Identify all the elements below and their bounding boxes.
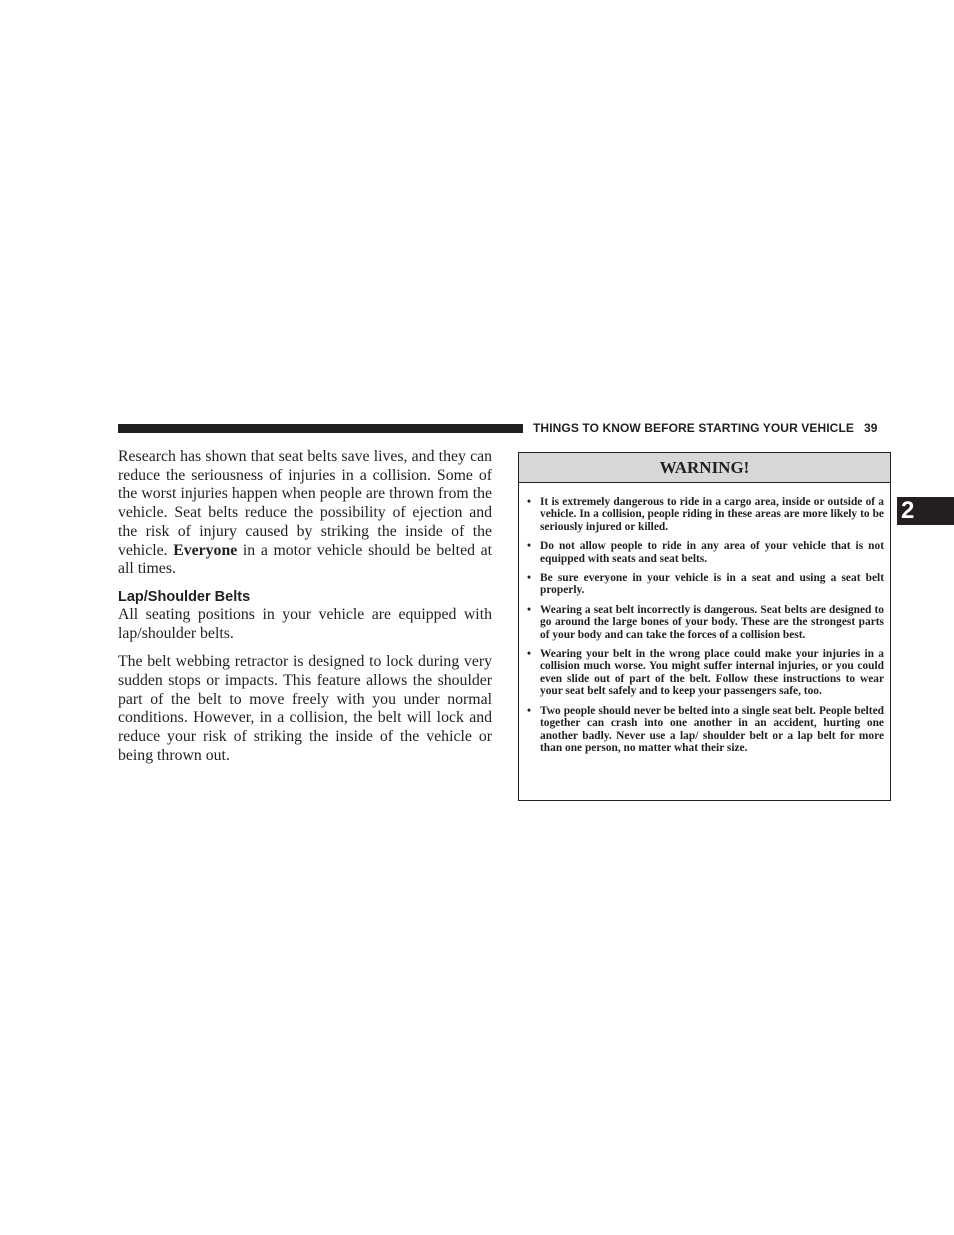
body-paragraph-2: The belt webbing retractor is designed to lock during very sudden stops or impacts. This feature allows the shoulder part of the belt to move freely with you under normal conditions. However, in a collision, the belt will lock and reduce your risk of striking the inside of the vehicle or being thrown out. (118, 653, 492, 764)
warning-item: • Wearing a seat belt incorrectly is dangerous. Seat belts are designed to go around the large bones of your body. These are the strongest parts of your body and can take the forces of a collision best. (527, 603, 884, 641)
bullet-icon: • (527, 603, 531, 616)
page-number: 39 (863, 421, 878, 435)
warning-item: • Be sure everyone in your vehicle is in a seat and using a seat belt properly. (527, 572, 884, 597)
section-heading: Lap/Shoulder Belts (118, 588, 251, 605)
warning-title: WARNING! (519, 453, 890, 483)
running-title: THINGS TO KNOW BEFORE STARTING YOUR VEHICLE (533, 421, 854, 435)
warning-item: • Wearing your belt in the wrong place could make your injuries in a collision much worse. You might suffer internal injuries, or you could even slide out of part of the belt. Follow these instructions to wear your seat belt safely and to keep your passengers safe, too. (527, 648, 884, 698)
header-rule (118, 424, 523, 433)
body-paragraph-1: All seating positions in your vehicle are equipped with lap/shoulder belts. (118, 605, 492, 642)
chapter-tab: 2 (897, 497, 954, 525)
warning-item: • It is extremely dangerous to ride in a cargo area, inside or outside of a vehicle. In a collision, people riding in these areas are more likely to be seriously injured or killed. (527, 496, 884, 533)
intro-lead: Research has shown that seat belts save lives, and they can reduce the seriousness of injuries in a collision. Some of the worst injuries happen when people are thrown from the vehicle. Seat belts reduce the possibility of ejection and the risk of injury caused by striking the inside of the vehicle. (118, 448, 492, 559)
main-text-column (118, 448, 492, 766)
bullet-icon: • (527, 648, 531, 661)
bullet-icon: • (527, 540, 531, 553)
intro-emphasis: Everyone (173, 541, 238, 559)
running-header (533, 420, 891, 436)
warning-list (519, 483, 890, 754)
intro-paragraph (118, 448, 492, 579)
bullet-icon: • (527, 572, 531, 585)
warning-box (518, 452, 891, 801)
bullet-icon: • (527, 496, 531, 508)
intro-tail: in a motor vehicle should be belted at all times. (118, 541, 493, 578)
warning-item: • Two people should never be belted into a single seat belt. People belted together can crash into one another in an accident, hurting one another badly. Never use a lap/ shoulder belt or a lap belt for more than one person, no matter what their size. (527, 704, 884, 754)
bullet-icon: • (527, 704, 531, 717)
warning-item: • Do not allow people to ride in any area of your vehicle that is not equipped with seats and seat belts. (527, 540, 884, 565)
